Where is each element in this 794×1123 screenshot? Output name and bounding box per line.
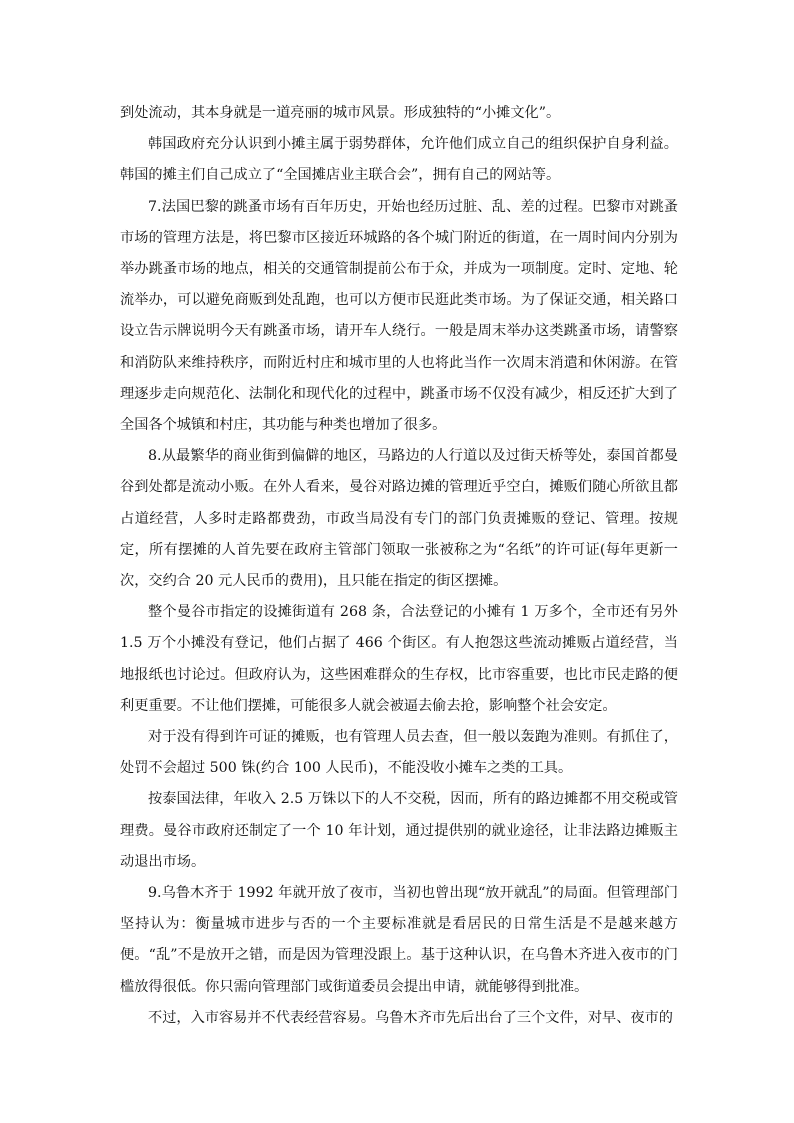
paragraph: 不过，入市容易并不代表经营容易。乌鲁木齐市先后出台了三个文件，对早、夜市的	[148, 1009, 673, 1026]
paragraph: 韩国政府充分认识到小摊主属于弱势群体，允许他们成立自己的组织保护自身利益。韩国的摊主们自己成立了“全国摊店业主联合会”，拥有自己的网站等。	[120, 136, 678, 184]
paragraph: 8.从最繁华的商业街到偏僻的地区，马路边的人行道以及过街天桥等处，泰国首都曼谷到处都是流动小贩。在外人看来，曼谷对路边摊的管理近乎空白，摊贩们随心所欲且都占道经营，人多时走路都费劲，市政当局没有专门的部门负责摊贩的登记、管理。按规定，所有摆摊的人首先要在政府主管部门领取一张被称之为“名纸”的许可证(每年更新一次，交约合 20 元人民币的费用)，且只能在指定的街区摆摊。	[120, 448, 678, 590]
document-body	[120, 98, 678, 1034]
paragraph: 7.法国巴黎的跳蚤市场有百年历史，开始也经历过脏、乱、差的过程。巴黎市对跳蚤市场的管理方法是，将巴黎市区接近环城路的各个城门附近的街道，在一周时间内分别为举办跳蚤市场的地点，相关的交通管制提前公布于众，并成为一项制度。定时、定地、轮流举办，可以避免商贩到处乱跑，也可以方便市民逛此类市场。为了保证交通，相关路口设立告示牌说明今天有跳蚤市场，请开车人绕行。一般是周末举办这类跳蚤市场，请警察和消防队来维持秩序，而附近村庄和城市里的人也将此当作一次周末消遣和休闲游。在管理逐步走向规范化、法制化和现代化的过程中，跳蚤市场不仅没有减少，相反还扩大到了全国各个城镇和村庄，其功能与种类也增加了很多。	[120, 198, 678, 434]
paragraph: 整个曼谷市指定的设摊街道有 268 条，合法登记的小摊有 1 万多个，全市还有另外 1.5 万个小摊没有登记，他们占据了 466 个街区。有人抱怨这些流动摊贩占道经营，当地报纸也讨论过。但政府认为，这些困难群众的生存权，比市容重要，也比市民走路的便利更重要。不让他们摆摊，可能很多人就会被逼去偷去抢，影响整个社会安定。	[120, 604, 678, 714]
paragraph: 按泰国法律，年收入 2.5 万铢以下的人不交税，因而，所有的路边摊都不用交税或管理费。曼谷市政府还制定了一个 10 年计划，通过提供别的就业途径，让非法路边摊贩主动退出市场。	[120, 791, 678, 870]
paragraph: 9.乌鲁木齐于 1992 年就开放了夜市，当初也曾出现“放开就乱”的局面。但管理部门坚持认为：衡量城市进步与否的一个主要标准就是看居民的日常生活是不是越来越方便。“乱”不是放开之错，而是因为管理没跟上。基于这种认识，在乌鲁木齐进入夜市的门槛放得很低。你只需向管理部门或街道委员会提出申请，就能够得到批准。	[120, 885, 678, 995]
paragraph: 对于没有得到许可证的摊贩，也有管理人员去查，但一般以轰跑为准则。有抓住了，处罚不会超过 500 铢(约合 100 人民币)，不能没收小摊车之类的工具。	[120, 729, 678, 777]
paragraph: 到处流动，其本身就是一道亮丽的城市风景。形成独特的“小摊文化”。	[120, 105, 561, 121]
